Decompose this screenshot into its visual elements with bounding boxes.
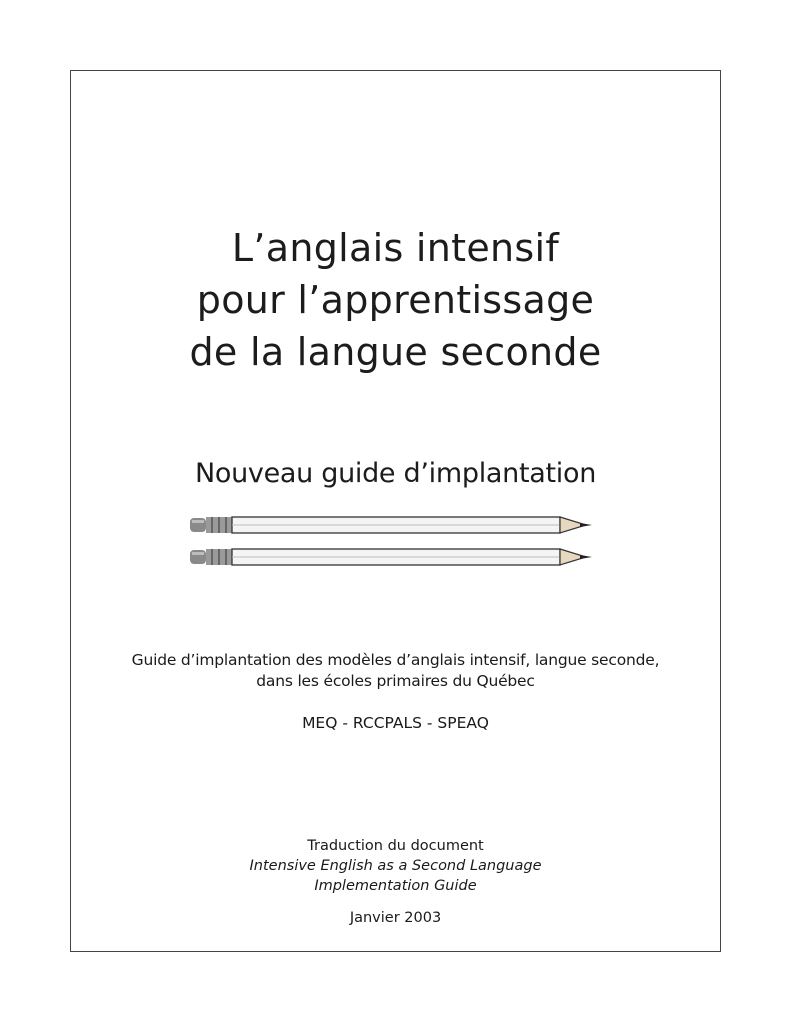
title-line-2: pour l’apprentissage [196,278,595,322]
title-line-3: de la langue seconde [189,330,602,374]
pencils-illustration [188,512,598,572]
guide-description [0,650,791,692]
description-line-1: Guide d’implantation des modèles d’anglais intensif, langue seconde, [131,651,660,669]
original-title-line-2: Implementation Guide [314,878,477,894]
document-title [0,222,791,378]
page-border [70,70,721,952]
publication-date: Janvier 2003 [349,910,442,926]
pencil-icon [190,549,592,565]
organizations: MEQ - RCCPALS - SPEAQ [302,714,489,732]
title-line-1: L’anglais intensif [231,226,560,270]
original-title-line-1: Intensive English as a Second Language [249,858,542,874]
translation-note [0,836,791,896]
description-line-2: dans les écoles primaires du Québec [256,672,535,690]
translation-intro: Traduction du document [307,838,484,854]
pencil-icon [190,517,592,533]
document-subtitle: Nouveau guide d’implantation [194,458,597,489]
